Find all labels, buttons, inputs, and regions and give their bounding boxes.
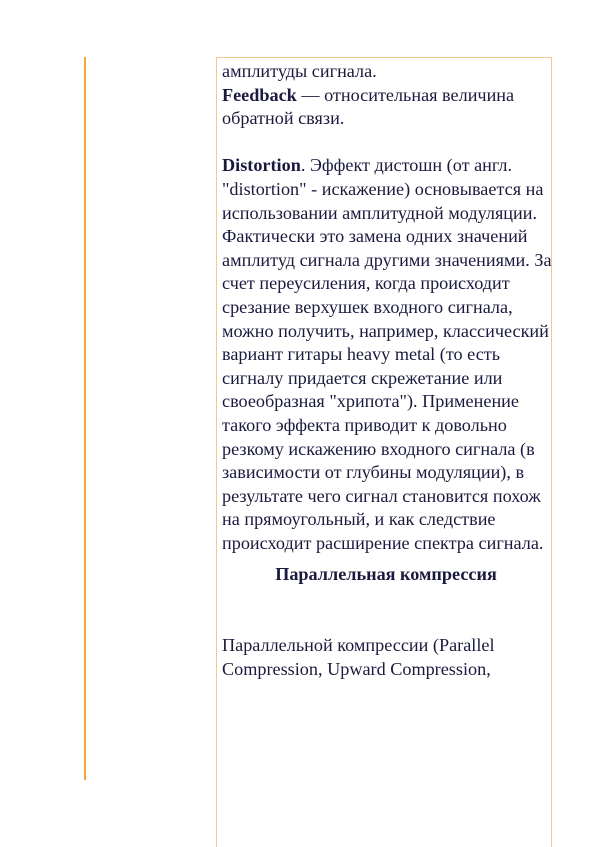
feedback-definition: — относительная величина обратной связи. xyxy=(222,84,515,129)
amplitude-line: амплитуды сигнала. xyxy=(222,61,377,81)
section-heading: Параллельная компрессия xyxy=(275,564,497,585)
paragraph-distortion xyxy=(222,154,552,555)
left-margin-rule xyxy=(84,57,86,780)
feedback-term: Feedback xyxy=(222,84,297,105)
paragraph-parallel-compression: Параллельной компрессии (Parallel Compression, Upward Compression, xyxy=(222,635,495,679)
document-body xyxy=(222,60,552,681)
distortion-definition: . Эффект дистошн (от англ. "distortion" - искажение) основывается на использовании амплитудной модуляции. Фактически это замена одних значений амплитуд сигнала другими значениями. За счет переусиления, когда происходит срезание верхушек входного сигнала, можно получить, например, классический вариант гитары heavy metal (то есть сигналу придается скрежетание или своеобразная "хрипота"). Применение такого эффекта приводит к довольно резкому искажению входного сигнала (в зависимости от глубины модуляции), в результате чего сигнал становится похож на прямоугольный, и как следствие происходит расширение спектра сигнала. xyxy=(222,155,552,553)
heading-spacer xyxy=(222,587,552,634)
distortion-term: Distortion xyxy=(222,155,301,176)
paragraph-spacer xyxy=(222,131,552,155)
paragraph-amplitude xyxy=(222,60,552,131)
